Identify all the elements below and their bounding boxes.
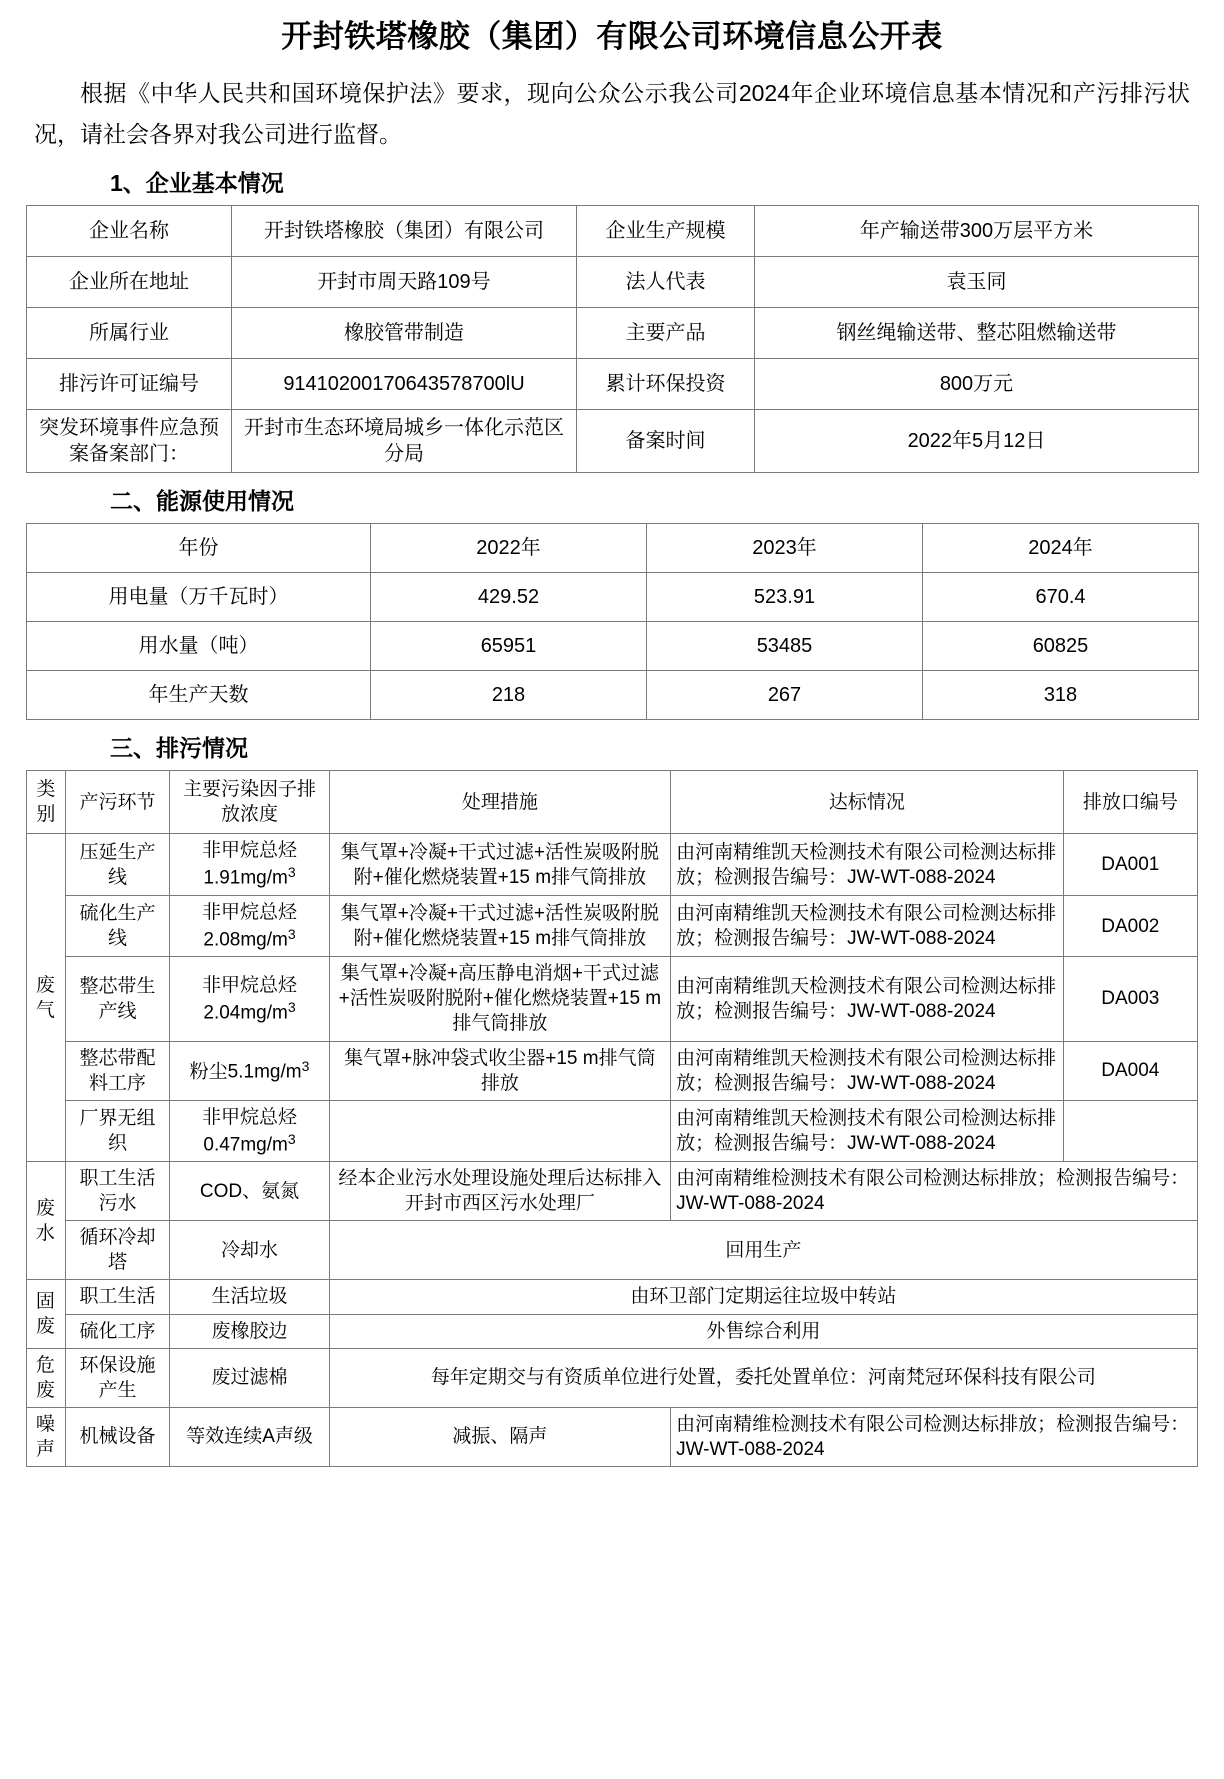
gas-factor-value-2: 2.04mg/m: [203, 1002, 288, 1024]
category-waste-gas: 废气: [27, 834, 66, 1162]
water-measure-0: 经本企业污水处理设施处理后达标排入开封市西区污水处理厂: [329, 1162, 670, 1221]
noise-factor-0: 等效连续A声级: [170, 1407, 329, 1466]
water-status-0: 由河南精维检测技术有限公司检测达标排放；检测报告编号：JW-WT-088-2024: [671, 1162, 1198, 1221]
gas-factor-value-1: 2.08mg/m: [203, 929, 288, 951]
gas-status-0: 由河南精维凯天检测技术有限公司检测达标排放；检测报告编号：JW-WT-088-2024: [671, 834, 1064, 895]
solid-stage-1: 硫化工序: [65, 1314, 170, 1348]
gas-outlet-0: DA001: [1063, 834, 1197, 895]
noise-measure-0: 减振、隔声: [329, 1407, 670, 1466]
table-row: [27, 834, 1198, 895]
table-row: [27, 1100, 1198, 1161]
section-1-heading: 1、企业基本情况: [110, 169, 284, 196]
gas-factor-0: [170, 834, 329, 895]
energy-production-days-2023: 267: [647, 671, 923, 720]
basic-info-table: [26, 205, 1199, 473]
table-header-row: [27, 771, 1198, 834]
basic-value-production-scale: 年产输送带300万层平方米: [755, 205, 1199, 256]
discharge-header-category: 类别: [27, 771, 66, 834]
table-row: [27, 1348, 1198, 1407]
solid-stage-0: 职工生活: [65, 1280, 170, 1314]
discharge-header-factor: 主要污染因子排放浓度: [170, 771, 329, 834]
basic-label-emergency-dept: 突发环境事件应急预案备案部门：: [27, 409, 232, 472]
discharge-header-outlet: 排放口编号: [1063, 771, 1197, 834]
noise-stage-0: 机械设备: [65, 1407, 170, 1466]
gas-outlet-3: DA004: [1063, 1041, 1197, 1100]
energy-production-days-2024: 318: [923, 671, 1199, 720]
basic-label-permit-number: 排污许可证编号: [27, 358, 232, 409]
basic-label-env-investment: 累计环保投资: [577, 358, 755, 409]
discharge-table: [26, 770, 1198, 1467]
basic-label-production-scale: 企业生产规模: [577, 205, 755, 256]
water-merged-1: 回用生产: [329, 1221, 1197, 1280]
gas-factor-sup-4: 3: [287, 1130, 296, 1147]
noise-status-0: 由河南精维检测技术有限公司检测达标排放；检测报告编号：JW-WT-088-2024: [671, 1407, 1198, 1466]
gas-status-2: 由河南精维凯天检测技术有限公司检测达标排放；检测报告编号：JW-WT-088-2024: [671, 957, 1064, 1041]
energy-header-year: 年份: [27, 524, 371, 573]
energy-electricity-2024: 670.4: [923, 573, 1199, 622]
solid-merged-0: 由环卫部门定期运往垃圾中转站: [329, 1280, 1197, 1314]
water-factor-0: COD、氨氮: [170, 1162, 329, 1221]
basic-value-filing-date: 2022年5月12日: [755, 409, 1199, 472]
gas-status-3: 由河南精维凯天检测技术有限公司检测达标排放；检测报告编号：JW-WT-088-2024: [671, 1041, 1064, 1100]
energy-electricity-2023: 523.91: [647, 573, 923, 622]
gas-measure-3: 集气罩+脉冲袋式收尘器+15 m排气筒排放: [329, 1041, 670, 1100]
basic-value-company-name: 开封铁塔橡胶（集团）有限公司: [232, 205, 577, 256]
solid-factor-0: 生活垃圾: [170, 1280, 329, 1314]
table-row: [27, 358, 1199, 409]
gas-measure-2: 集气罩+冷凝+高压静电消烟+干式过滤+活性炭吸附脱附+催化燃烧装置+15 m排气筒排放: [329, 957, 670, 1041]
gas-factor-4: [170, 1100, 329, 1161]
gas-factor-sup-3: 3: [301, 1057, 310, 1074]
category-hazardous-waste: 危废: [27, 1348, 66, 1407]
basic-value-address: 开封市周天路109号: [232, 256, 577, 307]
table-row: [27, 1280, 1198, 1314]
water-stage-0: 职工生活污水: [65, 1162, 170, 1221]
gas-stage-0: 压延生产线: [65, 834, 170, 895]
hazardous-stage-0: 环保设施产生: [65, 1348, 170, 1407]
gas-status-1: 由河南精维凯天检测技术有限公司检测达标排放；检测报告编号：JW-WT-088-2024: [671, 895, 1064, 956]
basic-value-emergency-dept: 开封市生态环境局城乡一体化示范区分局: [232, 409, 577, 472]
table-row: [27, 1314, 1198, 1348]
basic-value-permit-number: 91410200170643578700lU: [232, 358, 577, 409]
discharge-header-stage: 产污环节: [65, 771, 170, 834]
energy-header-2023: 2023年: [647, 524, 923, 573]
category-noise: 噪声: [27, 1407, 66, 1466]
energy-production-days-2022: 218: [371, 671, 647, 720]
gas-factor-name-2: 非甲烷总烃: [202, 974, 298, 996]
table-row: [27, 573, 1199, 622]
gas-stage-1: 硫化生产线: [65, 895, 170, 956]
gas-outlet-4: [1063, 1100, 1197, 1161]
gas-factor-3: [170, 1041, 329, 1100]
gas-factor-name-3: 粉尘5.1mg/m: [189, 1061, 302, 1083]
gas-stage-4: 厂界无组织: [65, 1100, 170, 1161]
table-row: [27, 409, 1199, 472]
gas-stage-3: 整芯带配料工序: [65, 1041, 170, 1100]
gas-measure-0: 集气罩+冷凝+干式过滤+活性炭吸附脱附+催化燃烧装置+15 m排气筒排放: [329, 834, 670, 895]
gas-stage-2: 整芯带生产线: [65, 957, 170, 1041]
intro-paragraph: 根据《中华人民共和国环境保护法》要求，现向公众公示我公司2024年企业环境信息基本情况和产污排污状况，请社会各界对我公司进行监督。: [34, 79, 1190, 147]
gas-factor-value-0: 1.91mg/m: [203, 867, 288, 889]
gas-factor-sup-2: 3: [287, 998, 296, 1015]
energy-label-water: 用水量（吨）: [27, 622, 371, 671]
table-row: [27, 957, 1198, 1041]
energy-water-2023: 53485: [647, 622, 923, 671]
energy-label-production-days: 年生产天数: [27, 671, 371, 720]
category-solid-waste: 固废: [27, 1280, 66, 1348]
gas-measure-4: [329, 1100, 670, 1161]
basic-label-main-products: 主要产品: [577, 307, 755, 358]
gas-status-4: 由河南精维凯天检测技术有限公司检测达标排放；检测报告编号：JW-WT-088-2024: [671, 1100, 1064, 1161]
energy-water-2022: 65951: [371, 622, 647, 671]
table-row: [27, 1407, 1198, 1466]
energy-label-electricity: 用电量（万千瓦时）: [27, 573, 371, 622]
energy-usage-table: [26, 523, 1199, 720]
discharge-header-measure: 处理措施: [329, 771, 670, 834]
gas-factor-sup-1: 3: [287, 925, 296, 942]
energy-header-2024: 2024年: [923, 524, 1199, 573]
gas-factor-name-0: 非甲烷总烃: [202, 840, 298, 862]
category-waste-water: 废水: [27, 1162, 66, 1280]
solid-factor-1: 废橡胶边: [170, 1314, 329, 1348]
basic-label-legal-rep: 法人代表: [577, 256, 755, 307]
gas-factor-name-4: 非甲烷总烃0.47mg/m: [202, 1106, 298, 1156]
table-row: [27, 307, 1199, 358]
basic-label-company-name: 企业名称: [27, 205, 232, 256]
basic-value-legal-rep: 袁玉同: [755, 256, 1199, 307]
table-header-row: [27, 524, 1199, 573]
gas-factor-2: [170, 957, 329, 1041]
table-row: [27, 256, 1199, 307]
page-title: 开封铁塔橡胶（集团）有限公司环境信息公开表: [281, 19, 943, 54]
basic-label-industry: 所属行业: [27, 307, 232, 358]
basic-label-address: 企业所在地址: [27, 256, 232, 307]
gas-factor-name-1: 非甲烷总烃: [202, 901, 298, 923]
basic-value-main-products: 钢丝绳输送带、整芯阻燃输送带: [755, 307, 1199, 358]
water-stage-1: 循环冷却塔: [65, 1221, 170, 1280]
table-row: [27, 205, 1199, 256]
hazardous-merged-0: 每年定期交与有资质单位进行处置，委托处置单位：河南梵冠环保科技有限公司: [329, 1348, 1197, 1407]
table-row: [27, 671, 1199, 720]
hazardous-factor-0: 废过滤棉: [170, 1348, 329, 1407]
solid-merged-1: 外售综合利用: [329, 1314, 1197, 1348]
energy-header-2022: 2022年: [371, 524, 647, 573]
table-row: [27, 1221, 1198, 1280]
table-row: [27, 895, 1198, 956]
section-3-heading: 三、排污情况: [110, 735, 248, 761]
basic-value-industry: 橡胶管带制造: [232, 307, 577, 358]
gas-outlet-1: DA002: [1063, 895, 1197, 956]
water-factor-1: 冷却水: [170, 1221, 329, 1280]
table-row: [27, 1162, 1198, 1221]
gas-measure-1: 集气罩+冷凝+干式过滤+活性炭吸附脱附+催化燃烧装置+15 m排气筒排放: [329, 895, 670, 956]
section-2-heading: 二、能源使用情况: [110, 487, 294, 514]
table-row: [27, 622, 1199, 671]
discharge-header-status: 达标情况: [671, 771, 1064, 834]
energy-electricity-2022: 429.52: [371, 573, 647, 622]
gas-outlet-2: DA003: [1063, 957, 1197, 1041]
basic-label-filing-date: 备案时间: [577, 409, 755, 472]
basic-value-env-investment: 800万元: [755, 358, 1199, 409]
gas-factor-sup-0: 3: [287, 864, 296, 881]
gas-factor-1: [170, 895, 329, 956]
energy-water-2024: 60825: [923, 622, 1199, 671]
table-row: [27, 1041, 1198, 1100]
